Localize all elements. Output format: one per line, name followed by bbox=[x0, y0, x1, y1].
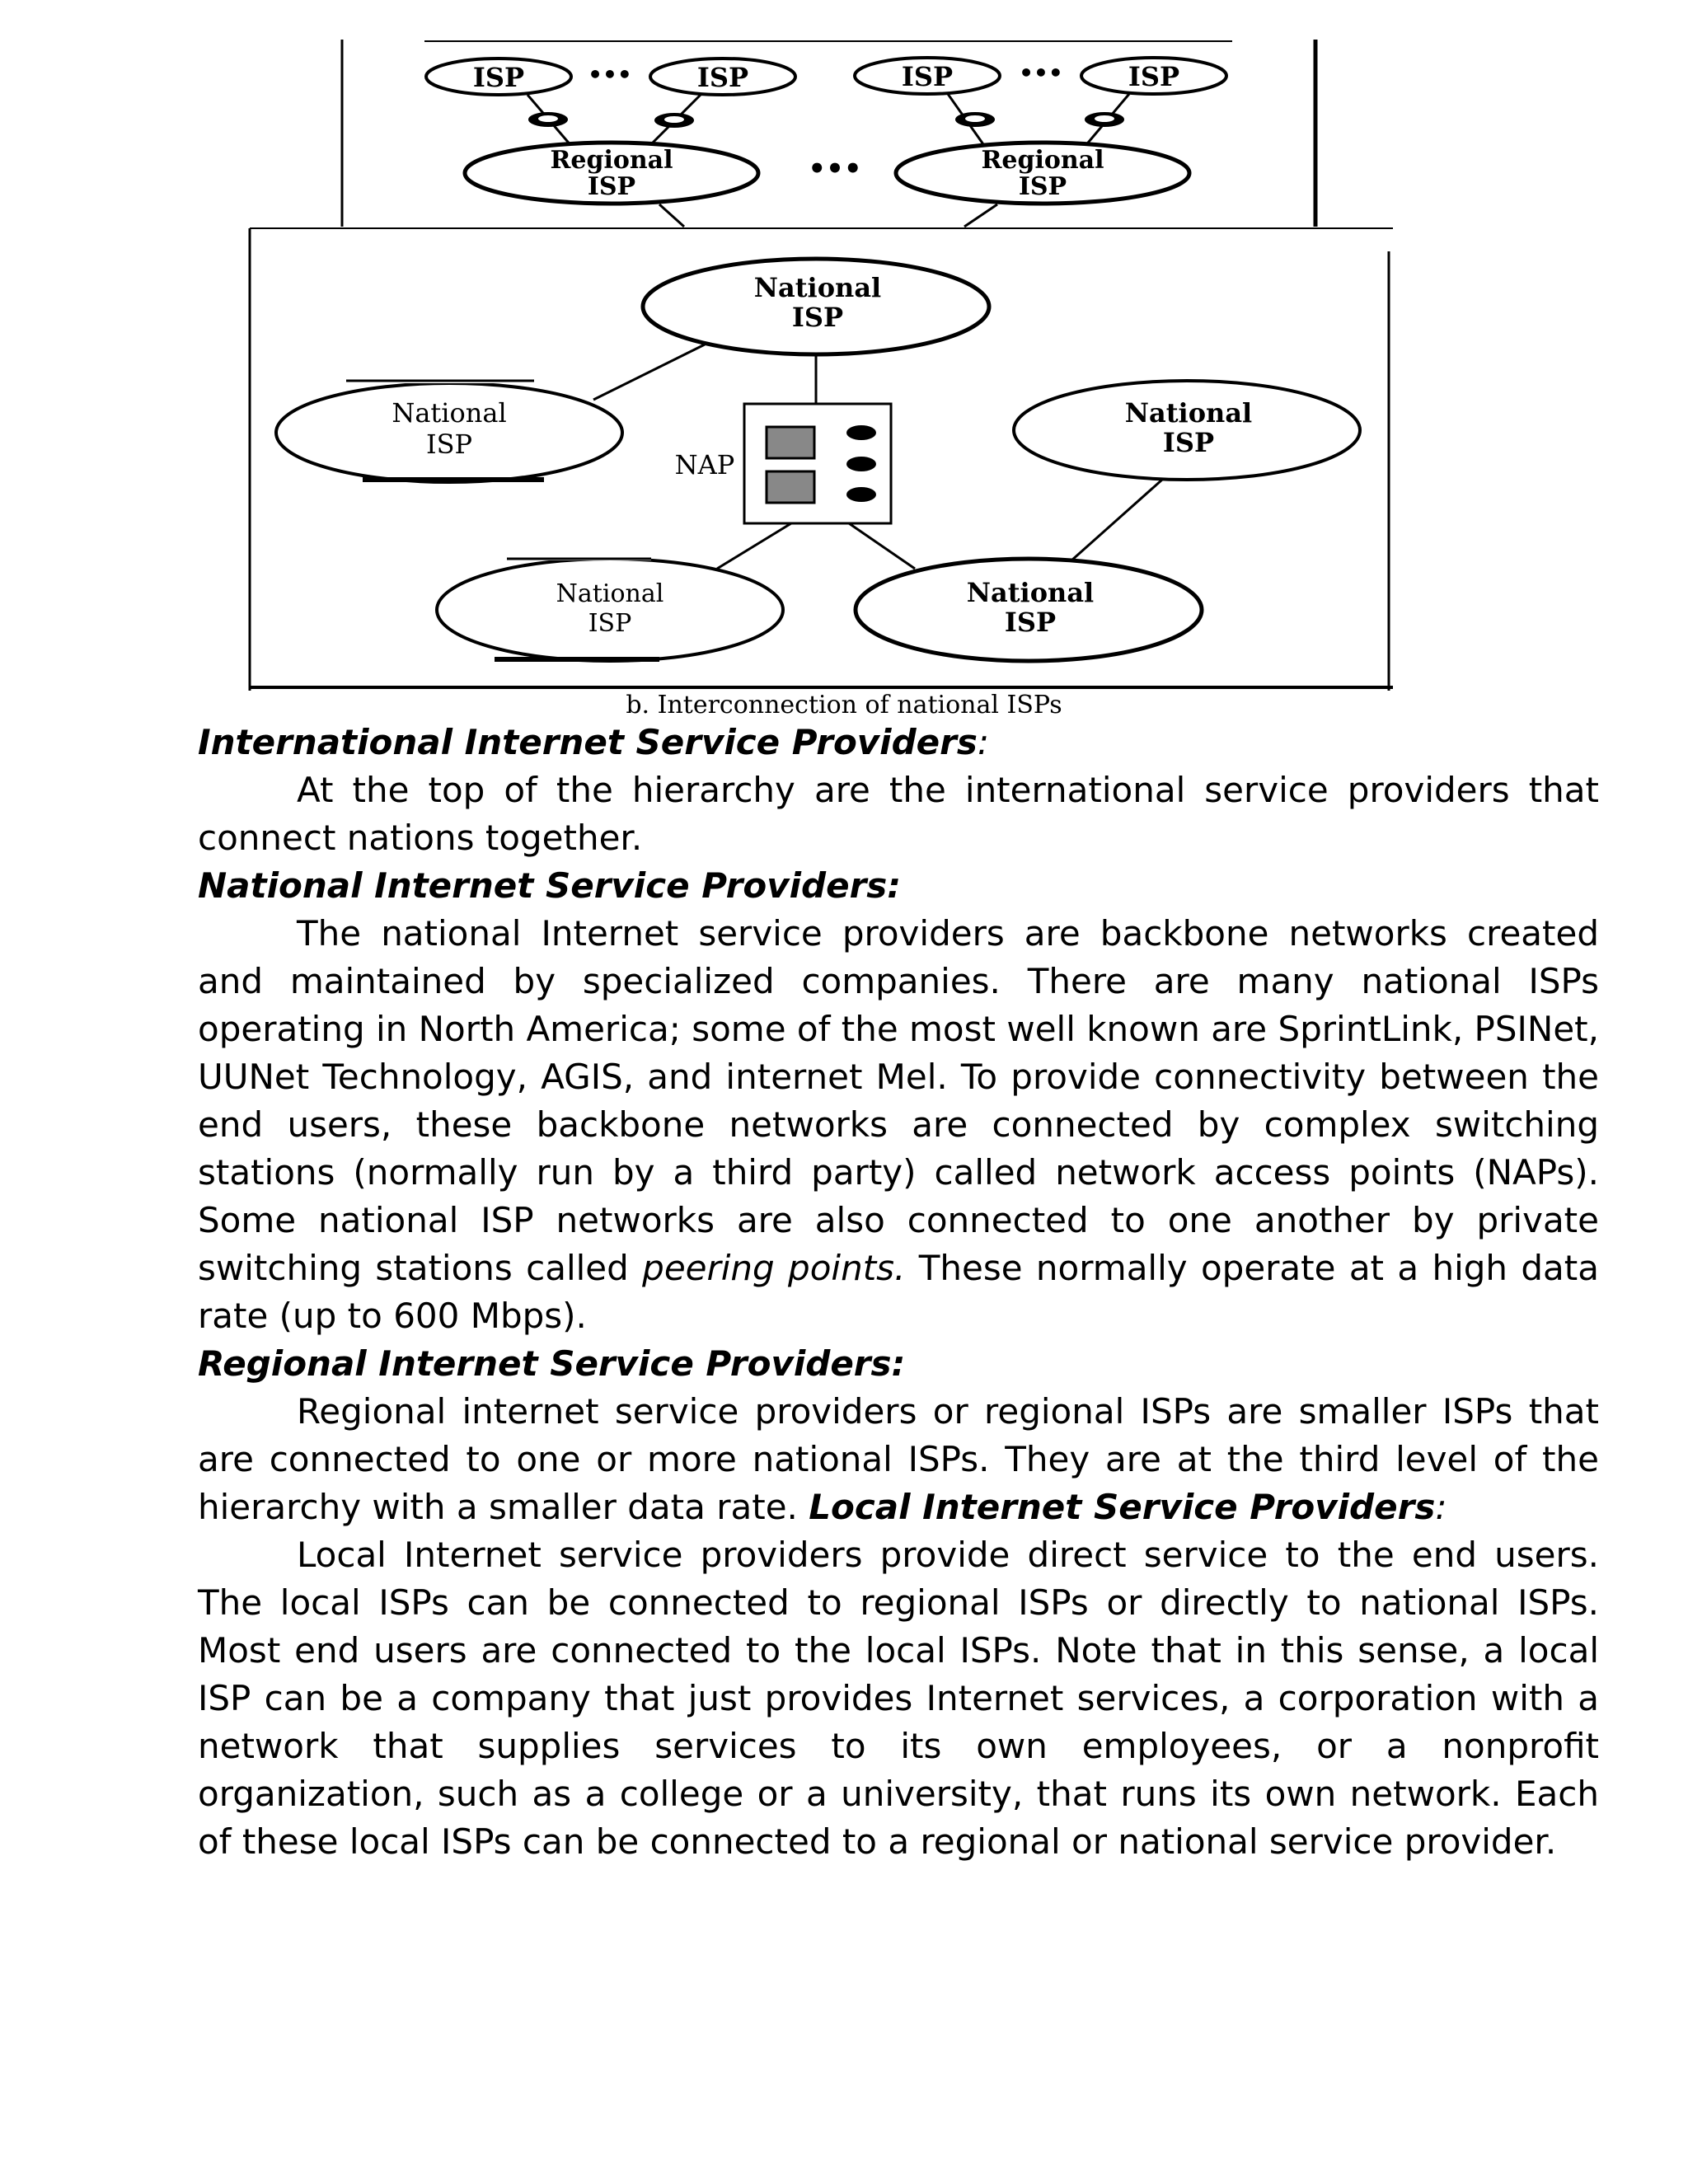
router-icon bbox=[955, 112, 995, 127]
regional-label-line2: ISP bbox=[1018, 172, 1067, 201]
national-isp-node-bottom-right bbox=[856, 559, 1202, 661]
section-international bbox=[198, 719, 1599, 862]
national-isp-node-right bbox=[1014, 381, 1360, 480]
section-regional bbox=[198, 1340, 1599, 1531]
heading-regional: Regional Internet Service Providers: bbox=[198, 1343, 906, 1384]
paragraph-international: At the top of the hierarchy are the international service providers that connect nations together. bbox=[198, 770, 1599, 858]
isp-node-1 bbox=[426, 59, 571, 95]
national-label-line2: ISP bbox=[1004, 607, 1057, 638]
ellipsis: ••• bbox=[588, 61, 632, 88]
isp-label: ISP bbox=[696, 62, 749, 93]
heading-local: Local Internet Service Providers bbox=[809, 1487, 1436, 1527]
isp-label: ISP bbox=[1128, 61, 1180, 92]
isp-node-4 bbox=[1081, 58, 1226, 94]
national-label-line2: ISP bbox=[1162, 427, 1215, 458]
paragraph-national-part1: The national Internet service providers are backbone networks created and maintained by specialized companies. There are many national ISPs operating in North America; some of the most well known are SprintLink, PSINet, UUNet Technology, AGIS, and internet Mel. To provide connectivity between the end users, these backbone networks are connected by complex switching stations (normally run by a third party) called network access points (NAPs). Some national ISP networks are also connected to one another by private switching stations called bbox=[198, 913, 1599, 1288]
switch-icon bbox=[767, 427, 814, 458]
national-label-line1: National bbox=[556, 579, 664, 608]
nap-box bbox=[744, 404, 891, 523]
section-local bbox=[198, 1531, 1599, 1866]
regional-label-line1: Regional bbox=[550, 146, 673, 175]
isp-node-3 bbox=[855, 58, 1000, 94]
heading-national: National Internet Service Providers: bbox=[198, 865, 902, 906]
isp-label: ISP bbox=[472, 62, 525, 93]
heading-colon: : bbox=[977, 722, 989, 762]
ellipsis: ••• bbox=[1019, 59, 1063, 87]
national-label-line1: National bbox=[966, 577, 1095, 608]
national-label-line1: National bbox=[1124, 397, 1253, 429]
regional-isp-node-1 bbox=[465, 143, 758, 204]
paragraph-national bbox=[198, 910, 1599, 1340]
nap-label: NAP bbox=[674, 449, 735, 480]
paragraph-national-part2: These normally operate at a high data rate (up to 600 Mbps). bbox=[198, 1248, 1599, 1336]
router-icon bbox=[846, 487, 876, 502]
regional-isp-node-2 bbox=[896, 143, 1189, 204]
ellipsis: ••• bbox=[808, 152, 862, 185]
national-label-line2: ISP bbox=[791, 302, 844, 333]
figure-caption: b. Interconnection of national ISPs bbox=[626, 691, 1062, 719]
isp-hierarchy-figure bbox=[0, 0, 1688, 725]
heading-international: International Internet Service Providers bbox=[198, 722, 978, 762]
paragraph-regional bbox=[198, 1388, 1599, 1531]
national-label-line2: ISP bbox=[425, 429, 473, 460]
router-icon bbox=[528, 112, 568, 127]
paragraph-local: Local Internet service providers provide direct service to the end users. The local ISPs can be connected to regional ISPs or directly to national ISPs. Most end users are connected to the local ISPs. Note that in this sense, a local ISP can be a company that just provides Internet services, a corporation with a network that supplies services to its own employees, or a nonprofit organization, such as a college or a university, that runs its own network. Each of these local ISPs can be connected to a regional or national service provider. bbox=[198, 1535, 1599, 1862]
isp-node-2 bbox=[650, 59, 795, 95]
router-icon bbox=[846, 457, 876, 471]
section-national bbox=[198, 862, 1599, 1340]
isp-diagram bbox=[0, 0, 1688, 725]
router-icon bbox=[846, 425, 876, 440]
national-isp-node-left bbox=[276, 375, 622, 482]
paragraph-regional-body: Regional internet service providers or regional ISPs are smaller ISPs that are connected to one or more national ISPs. They are at the third level of the hierarchy with a smaller data rate. bbox=[198, 1391, 1599, 1527]
national-isp-node-bottom-left bbox=[437, 552, 783, 661]
router-icon bbox=[1085, 112, 1124, 127]
peering-points-term: peering points. bbox=[642, 1248, 906, 1288]
national-label-line1: National bbox=[753, 272, 882, 303]
regional-label-line2: ISP bbox=[587, 172, 636, 201]
router-icon bbox=[654, 113, 694, 128]
regional-label-line1: Regional bbox=[981, 146, 1104, 175]
heading-local-colon: : bbox=[1435, 1487, 1447, 1527]
national-label-line1: National bbox=[392, 397, 507, 429]
national-isp-node-top bbox=[643, 259, 989, 354]
isp-label: ISP bbox=[901, 61, 954, 92]
national-label-line2: ISP bbox=[588, 609, 632, 638]
switch-icon bbox=[767, 471, 814, 503]
document-body bbox=[198, 719, 1599, 1866]
